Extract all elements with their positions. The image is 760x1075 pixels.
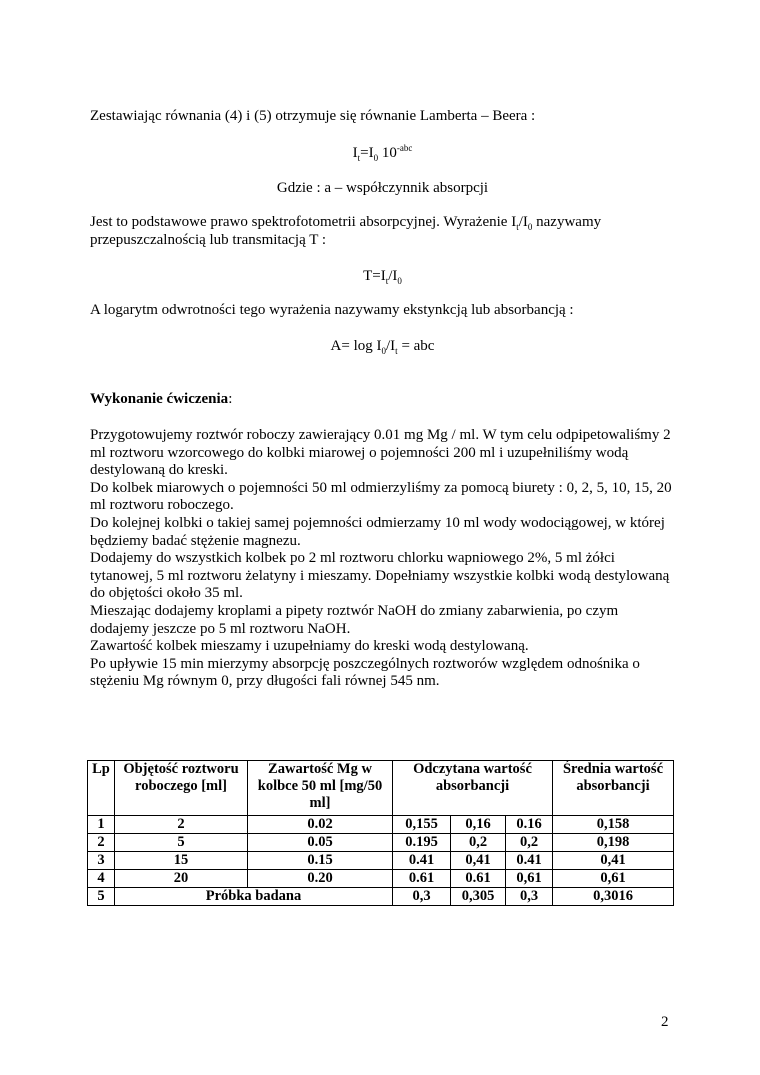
cell: 0,155 [393,816,451,834]
procedure-step: Do kolbek miarowych o pojemności 50 ml odmierzyliśmy za pomocą biurety : 0, 2, 5, 10, 15, 20 ml roztworu roboczego. [90,479,672,514]
cell: 0.20 [248,870,393,888]
cell: 0,61 [553,870,674,888]
section-heading: Wykonanie ćwiczenia: [90,391,233,407]
table-header-row [88,761,674,816]
cell: 5 [88,888,115,906]
table-row [88,834,674,852]
equation-transmittance: $T=I_t/I_0$ [363,268,402,286]
header-mean-absorbance: Średnia wartość absorbancji [553,761,674,816]
definition-text: Gdzie : a – współczynnik absorpcji [276,180,489,196]
cell: 0.195 [393,834,451,852]
cell: 1 [88,816,115,834]
table-row [88,816,674,834]
table-row [88,852,674,870]
equation-lambert-beer: $I_t=I_0$ $10^{-abc}$ [352,143,413,163]
procedure-step: Przygotowujemy roztwór roboczy zawierający 0.01 mg Mg / ml. W tym celu odpipetowaliśmy 2 ml roztworu wzorcowego do kolbki miarowej o pojemności 200 ml i uzupełniliśmy wodą destylowaną do kreski. [90,427,671,479]
equation-absorbance: $A= \log I_0/I_t$ = abc [330,338,435,356]
cell: 0.41 [506,852,553,870]
header-volume: Objętość roztworu roboczego [ml] [115,761,248,816]
page-number: 2 [661,1014,669,1030]
cell: 0,2 [451,834,506,852]
cell: 0.61 [451,870,506,888]
cell: 0,41 [553,852,674,870]
header-lp: Lp [88,761,115,816]
cell: 0.16 [506,816,553,834]
cell: 0,3 [506,888,553,906]
results-table [87,760,674,906]
cell: 20 [115,870,248,888]
table-row-sample [88,888,674,906]
paragraph-transmittance: Jest to podstawowe prawo spektrofotometrii absorpcyjnej. Wyrażenie $I_t/I_0$ nazywamy przepuszczalnością lub transmitacją T : [90,214,602,248]
cell: 0.05 [248,834,393,852]
header-absorbance-readings: Odczytana wartość absorbancji [393,761,553,816]
cell: 0,16 [451,816,506,834]
cell: 4 [88,870,115,888]
cell: 0,2 [506,834,553,852]
procedure-step: Do kolejnej kolbki o takiej samej pojemności odmierzamy 10 ml wody wodociągowej, w której będziemy badać stężenie magnezu. [90,514,665,549]
procedure-step: Mieszając dodajemy kroplami a pipety roztwór NaOH do zmiany zabarwienia, po czym dodajemy jeszcze po 5 ml roztworu NaOH. [90,602,619,637]
cell: 2 [115,816,248,834]
cell: 0.61 [393,870,451,888]
cell: 0.41 [393,852,451,870]
procedure-text [90,427,675,691]
table-row [88,870,674,888]
cell: Próbka badana [115,888,393,906]
cell: 0,3016 [553,888,674,906]
cell: 0,198 [553,834,674,852]
procedure-step: Dodajemy do wszystkich kolbek po 2 ml roztworu chlorku wapniowego 2%, 5 ml żółci tytanowej, 5 ml roztworu żelatyny i mieszamy. Dopełniamy wszystkie kolbki wodą destylowaną do objętości około 35 ml. [90,550,670,602]
cell: 5 [115,834,248,852]
cell: 0,41 [451,852,506,870]
cell: 0.02 [248,816,393,834]
paragraph-absorbance: A logarytm odwrotności tego wyrażenia nazywamy ekstynkcją lub absorbancją : [90,302,574,318]
header-mg-content: Zawartość Mg w kolbce 50 ml [mg/50 ml] [248,761,393,816]
cell: 0,158 [553,816,674,834]
cell: 3 [88,852,115,870]
cell: 15 [115,852,248,870]
cell: 0,3 [393,888,451,906]
cell: 0,61 [506,870,553,888]
intro-text: Zestawiając równania (4) i (5) otrzymuje się równanie Lamberta – Beera : [90,108,536,124]
procedure-step: Po upływie 15 min mierzymy absorpcję poszczególnych roztworów względem odnośnika o stężeniu Mg równym 0, przy długości fali równej 545 nm. [90,655,640,690]
cell: 0,305 [451,888,506,906]
cell: 0.15 [248,852,393,870]
cell: 2 [88,834,115,852]
procedure-step: Zawartość kolbek mieszamy i uzupełniamy do kreski wodą destylowaną. [90,638,529,655]
